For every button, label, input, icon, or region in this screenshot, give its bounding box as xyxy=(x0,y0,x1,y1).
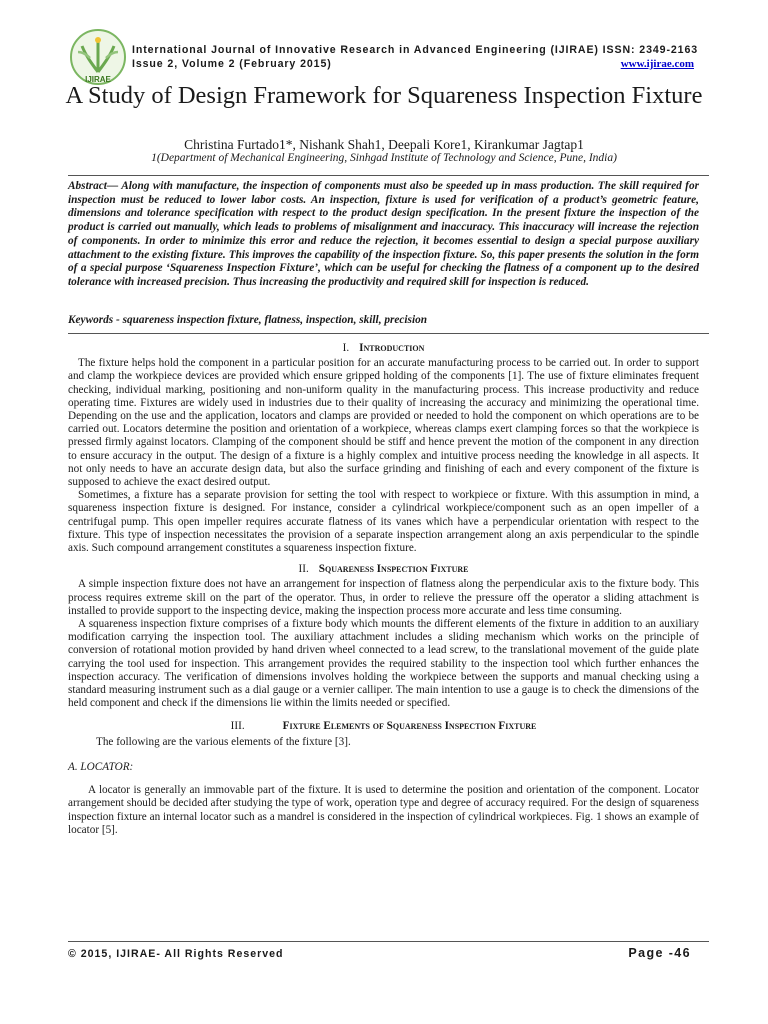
keywords: Keywords - squareness inspection fixture, flatness, inspection, skill, precision xyxy=(68,314,428,326)
copyright: © 2015, IJIRAE- All Rights Reserved xyxy=(68,948,284,960)
top-divider xyxy=(68,175,709,176)
journal-logo-icon xyxy=(68,28,128,86)
paper-authors: Christina Furtado1*, Nishank Shah1, Deepali Kore1, Kirankumar Jagtap1 xyxy=(184,137,584,152)
paragraph: Sometimes, a fixture has a separate provision for setting the tool with respect to workpiece or fixture. With this assumption in mind, a squareness inspection fixture is designed. For instance, consider a cylindrical workpiece/component such as an open impeller of a centrifugal pump. This open impeller requires accurate flatness of its vanes which have a perpendicular orientation with respect to the fixture. This type of inspection necessitates the provision of a separate inspection arrangement along an axis perpendicular to the spindle axis. Such compound arrangement constitutes a squareness inspection fixture. xyxy=(68,489,699,555)
svg-text:IJIRAE: IJIRAE xyxy=(85,75,111,84)
subsection-heading: A. LOCATOR: xyxy=(68,760,134,773)
section-heading: III. Fixture Elements of Squareness Inspection Fixture xyxy=(230,720,537,733)
abstract: Abstract— Along with manufacture, the inspection of components must also be speeded up in mass production. The skill required for inspection must be reduced to lower labor costs. An inspection, fixture is used for verification of a product’s geometric feature, dimensions and tolerance specification with respect to the product design specification. In the present fixture the inspection of the product is carried out manually, which leads to problems of misalignment and inaccuracy. This inaccuracy will increase the rejection of components. In order to minimize this error and reduce the rejection, it becomes essential to design a special purpose auxiliary attachment to the existing fixture. This improves the capability of the inspection fixture. So, this paper presents the solution in the form of a special purpose ‘Squareness Inspection Fixture’, which can be useful for checking the flatness of a component up to the desired tolerance with increased precision. Thus increasing the productivity and required skill for inspection is reduced. xyxy=(68,180,699,288)
paragraph: A simple inspection fixture does not have an arrangement for inspection of flatness along the perpendicular axis to the fixture body. This process requires extreme skill on the part of the operator. Thus, in order to relieve the pressure off the operator a sliding attachment is installed to provide support to the inspecting device, making the inspection process more accurate and less time consuming. xyxy=(68,578,699,617)
paragraph: The fixture helps hold the component in a particular position for an accurate manufacturing process to be carried out. In order to support and clamp the workpiece devices are provided which ensure gripped holding of the components [1]. The use of fixture eliminates frequent checking, individual marking, positioning and non-uniform quality in the manufacturing process. This increase productivity and reduce operating time. Fixtures are widely used in industries due to their quality of increasing the accuracy and minimizing the operational time. Depending on the use and the application, locators and clamps are provided or needed to hold the component on which operations are to be carried out. Locators determine the position and orientation of a workpiece, whereas clamps exert clamping forces so that the workpiece is pressed firmly against locators. Clamping of the component should be stiff and hence prevent the motion of the component in any direction to ensure accuracy in the output. The design of a fixture is a highly complex and intuitive process needing the knowledge in all aspects. It not only needs to have an accurate design data, but also the surface grinding and finishing of each and every component of the fixture is supposed to achieve the exact desired output. xyxy=(68,357,699,489)
page-footer xyxy=(68,948,699,960)
keywords-divider xyxy=(68,333,709,334)
section-heading: II. Squareness Inspection Fixture xyxy=(298,563,469,576)
paragraph: A locator is generally an immovable part of the fixture. It is used to determine the position and orientation of the component. Locator arrangement should be decided after studying the type of work, operation type and degree of accuracy required. For the design of squareness inspection fixture an internal locator such as a mandrel is considered in the inspection of cylindrical workpieces. Fig. 1 shows an example of locator [5]. xyxy=(68,784,699,836)
paragraph: The following are the various elements of the fixture [3]. xyxy=(96,735,351,748)
journal-name: International Journal of Innovative Research in Advanced Engineering (IJIRAE) ISSN: 2349-2163 xyxy=(132,44,699,56)
issue-info: Issue 2, Volume 2 (February 2015) xyxy=(132,58,332,70)
paper-body xyxy=(68,338,699,837)
journal-header xyxy=(68,38,699,84)
footer-divider xyxy=(68,941,709,942)
author-affiliation: 1(Department of Mechanical Engineering, Sinhgad Institute of Technology and Science, Pune, India) xyxy=(151,152,617,164)
journal-url-link[interactable]: www.ijirae.com xyxy=(620,58,694,70)
paragraph: A squareness inspection fixture comprises of a fixture body which mounts the different elements of the fixture in addition to an auxiliary modification carrying the inspection tool. The auxiliary attachment includes a sliding mechanism which works on the principle of conversion of rotational motion provided by hand driven wheel connected to a lead screw, to the translational movement of the guide plate carrying the tool used for inspection. This arrangement provides the required stability to the inspection tool which further enhances the inspection accuracy. The verification of dimensions involves holding the workpiece between the supports and manual checking using a standard measuring instrument such as a dial gauge or a vernier calliper. The main intention to use a gauge is to check the dimensions of the held component and check if the dimensions lie within the limits needed or specified. xyxy=(68,618,699,710)
paper-title: A Study of Design Framework for Squareness Inspection Fixture xyxy=(65,82,703,109)
section-heading: I. Introduction xyxy=(342,342,425,354)
page-number: Page -46 xyxy=(628,946,691,960)
